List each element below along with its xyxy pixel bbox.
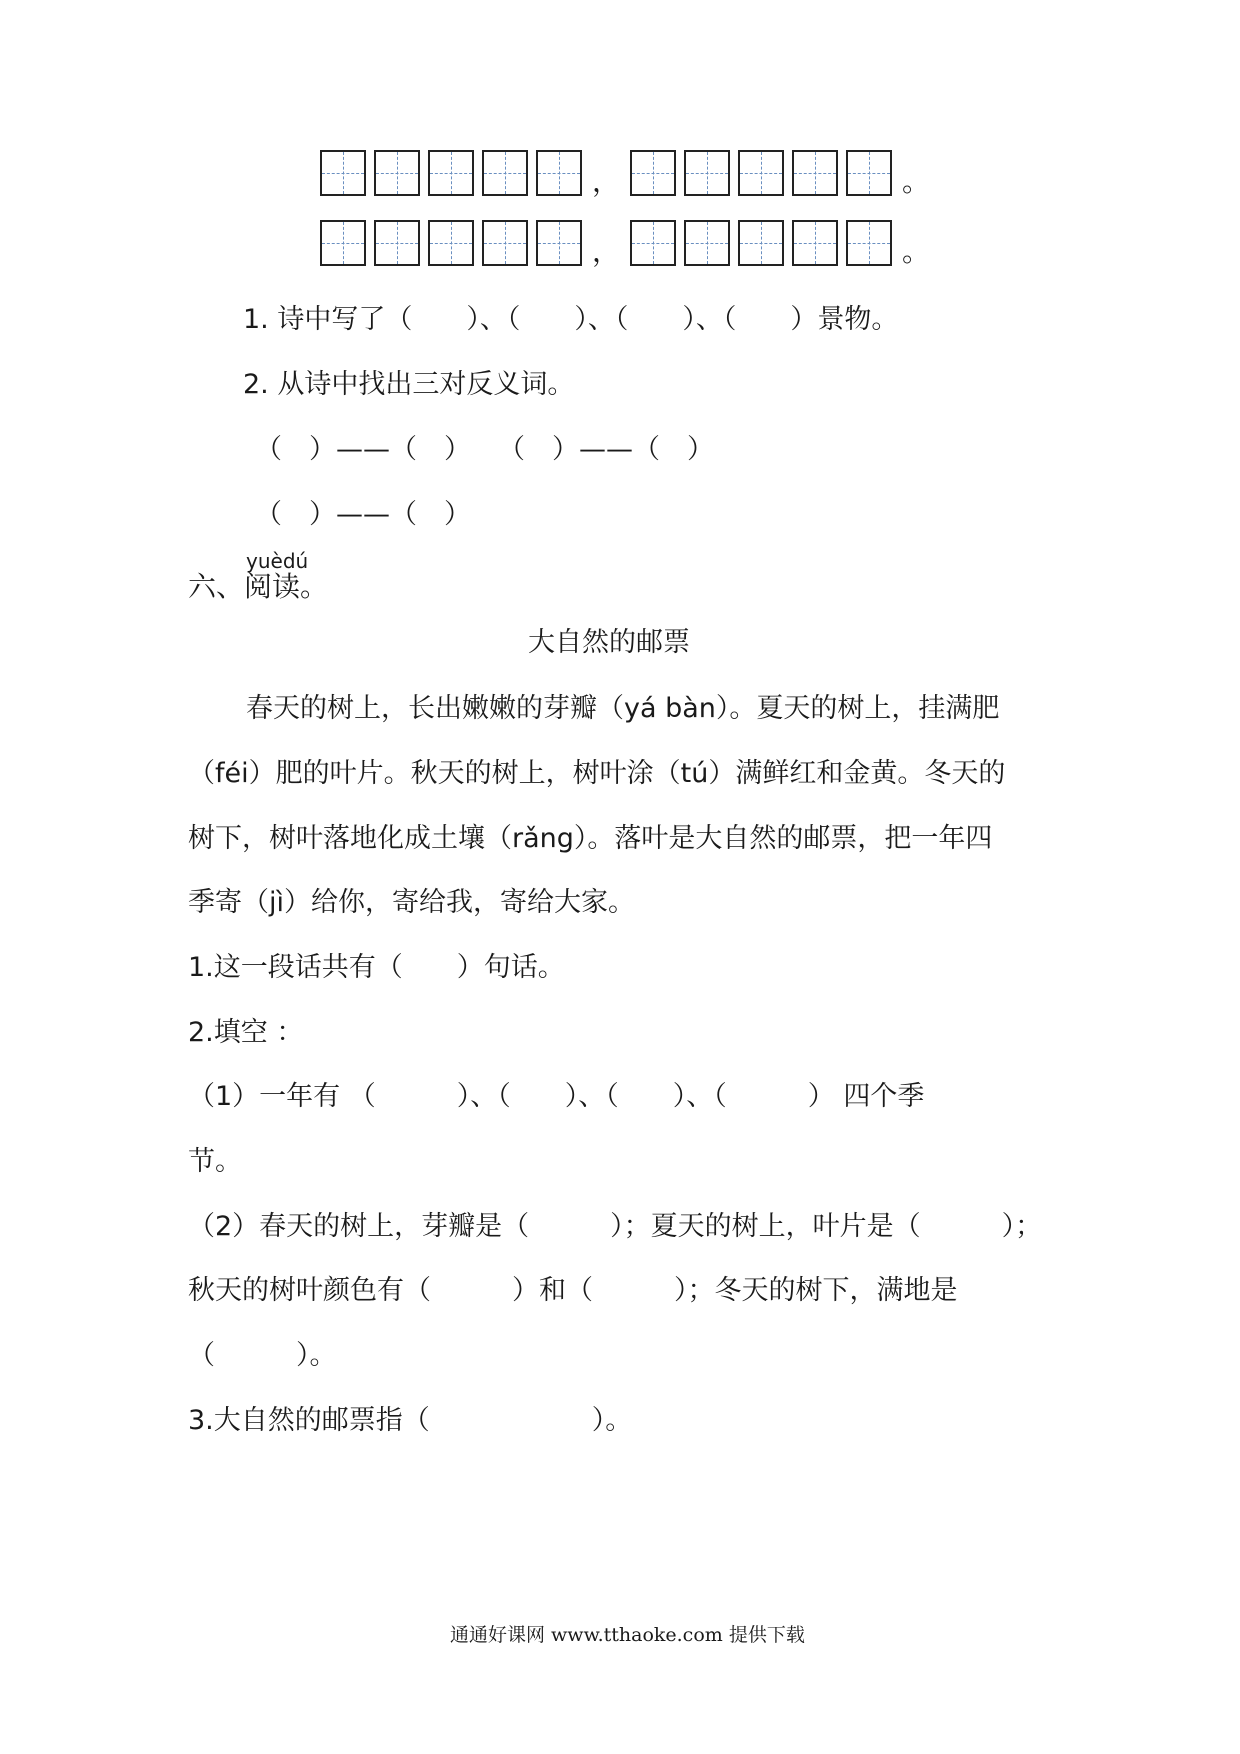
- passage-line-4: 季寄（jì）给你，寄给我，寄给大家。: [188, 887, 636, 918]
- poem-question-2: 2. 从诗中找出三对反义词。: [243, 369, 575, 400]
- reading-question-2-2-line-2: 秋天的树叶颜色有（ ）和（ ）；冬天的树下，满地是: [188, 1275, 958, 1306]
- section-heading: 六、阅读。: [188, 570, 329, 603]
- passage-line-2: （féi）肥的叶片。秋天的树上，树叶涂（tú）满鲜红和金黄。冬天的: [188, 758, 1006, 789]
- reading-question-2-2-line-3: （ ）。: [188, 1340, 337, 1371]
- comma: ，: [592, 165, 621, 198]
- writing-cell[interactable]: [428, 220, 474, 266]
- writing-cell[interactable]: [792, 150, 838, 196]
- writing-cell[interactable]: [320, 220, 366, 266]
- writing-cell[interactable]: [536, 220, 582, 266]
- writing-cell[interactable]: [630, 220, 676, 266]
- antonym-blanks-line-1: （ ）——（ ） （ ）——（ ）: [255, 434, 714, 465]
- writing-cell[interactable]: [846, 150, 892, 196]
- poem-question-1: 1. 诗中写了（ ）、（ ）、（ ）、（ ）景物。: [243, 304, 899, 335]
- poem-grid-row-2: [320, 220, 940, 266]
- writing-cell[interactable]: [482, 150, 528, 196]
- writing-cell[interactable]: [792, 220, 838, 266]
- writing-cell[interactable]: [738, 150, 784, 196]
- reading-question-2-1-line-2: 节。: [188, 1146, 242, 1177]
- writing-cell[interactable]: [684, 150, 730, 196]
- heading-pinyin: yuèdú: [246, 549, 309, 573]
- antonym-blanks-line-2: （ ）——（ ）: [255, 499, 471, 530]
- period: 。: [902, 165, 931, 198]
- footer-credit: 通通好课网 www.tthaoke.com 提供下载: [450, 1624, 805, 1646]
- writing-cell[interactable]: [428, 150, 474, 196]
- reading-question-2: 2.填空 ：: [188, 1017, 304, 1048]
- reading-question-1: 1.这一段话共有（ ）句话。: [188, 952, 565, 983]
- passage-title: 大自然的邮票: [528, 627, 690, 658]
- reading-question-3: 3.大自然的邮票指（ ）。: [188, 1405, 633, 1436]
- reading-question-2-2-line-1: （2）春天的树上，芽瓣是（ ）；夏天的树上，叶片是（ ）；: [188, 1211, 1043, 1242]
- reading-question-2-1-line-1: （1）一年有 （ ）、（ ）、（ ）、（ ） 四个季: [188, 1081, 925, 1112]
- writing-cell[interactable]: [374, 220, 420, 266]
- comma: ，: [592, 235, 621, 268]
- writing-cell[interactable]: [374, 150, 420, 196]
- writing-cell[interactable]: [536, 150, 582, 196]
- writing-cell[interactable]: [846, 220, 892, 266]
- writing-cell[interactable]: [630, 150, 676, 196]
- passage-line-1: 春天的树上，长出嫩嫩的芽瓣（yá bàn）。夏天的树上，挂满肥: [246, 693, 1000, 724]
- writing-cell[interactable]: [684, 220, 730, 266]
- writing-cell[interactable]: [738, 220, 784, 266]
- passage-line-3: 树下，树叶落地化成土壤（rǎng）。落叶是大自然的邮票，把一年四: [188, 823, 993, 854]
- writing-cell[interactable]: [320, 150, 366, 196]
- writing-cell[interactable]: [482, 220, 528, 266]
- period: 。: [902, 235, 931, 268]
- poem-grid-row-1: [320, 150, 940, 196]
